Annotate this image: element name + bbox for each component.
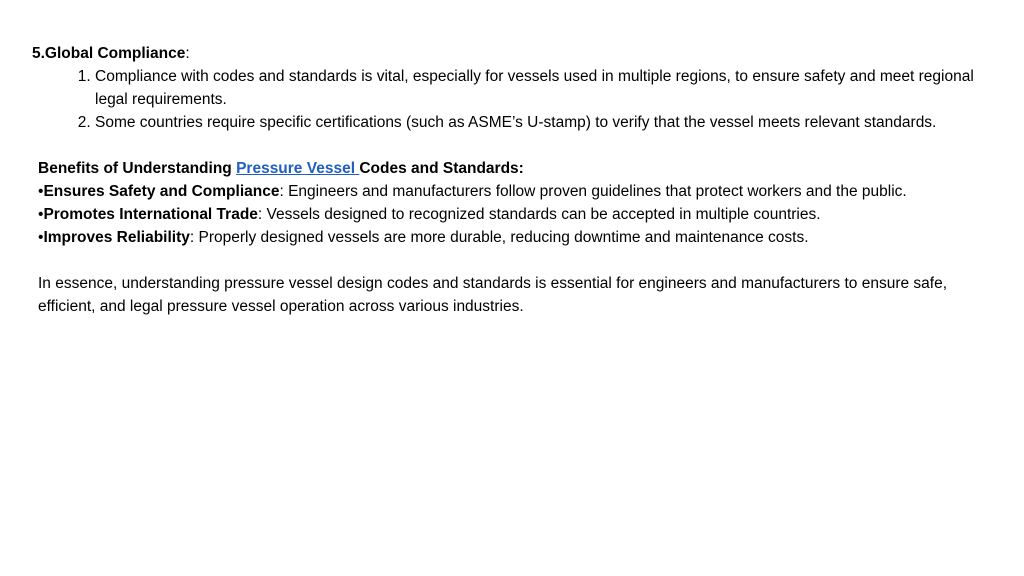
conclusion-paragraph: In essence, understanding pressure vessel design codes and standards is essential for engineers and manufacturers to ensure safe, efficient, and legal pressure vessel operation across various industries. xyxy=(38,275,948,315)
benefit-title: Promotes International Trade xyxy=(43,206,258,223)
benefit-title: Improves Reliability xyxy=(43,229,190,246)
section-title-colon: : xyxy=(185,45,190,62)
compliance-list xyxy=(38,65,988,134)
benefit-item xyxy=(38,180,988,203)
bullet: • xyxy=(38,206,44,223)
spacer xyxy=(38,134,988,157)
benefit-item xyxy=(38,226,988,249)
benefits-heading xyxy=(38,157,988,180)
bullet: • xyxy=(38,229,44,246)
benefit-title: Ensures Safety and Compliance xyxy=(43,183,280,200)
slide-content xyxy=(32,42,988,318)
benefit-item xyxy=(38,203,988,226)
benefit-text: : Properly designed vessels are more durable, reducing downtime and maintenance costs. xyxy=(189,229,809,246)
benefits-heading-suffix: Codes and Standards: xyxy=(359,160,524,177)
section-title: 5.Global Compliance xyxy=(32,45,186,62)
bullet: • xyxy=(38,183,44,200)
spacer xyxy=(38,249,988,272)
section-heading xyxy=(32,42,988,65)
benefits-heading-prefix: Benefits of Understanding xyxy=(38,160,237,177)
list-item: 1. Compliance with codes and standards is vital, especially for vessels used in multiple regions, to ensure safety and meet regional legal requirements. xyxy=(95,65,988,111)
list-item: 2. Some countries require specific certifications (such as ASME’s U-stamp) to verify that the vessel meets relevant standards. xyxy=(95,111,988,134)
benefit-text: : Engineers and manufacturers follow proven guidelines that protect workers and the public. xyxy=(279,183,907,200)
benefit-text: : Vessels designed to recognized standards can be accepted in multiple countries. xyxy=(257,206,821,223)
pressure-vessel-link[interactable]: Pressure Vessel xyxy=(236,160,360,177)
